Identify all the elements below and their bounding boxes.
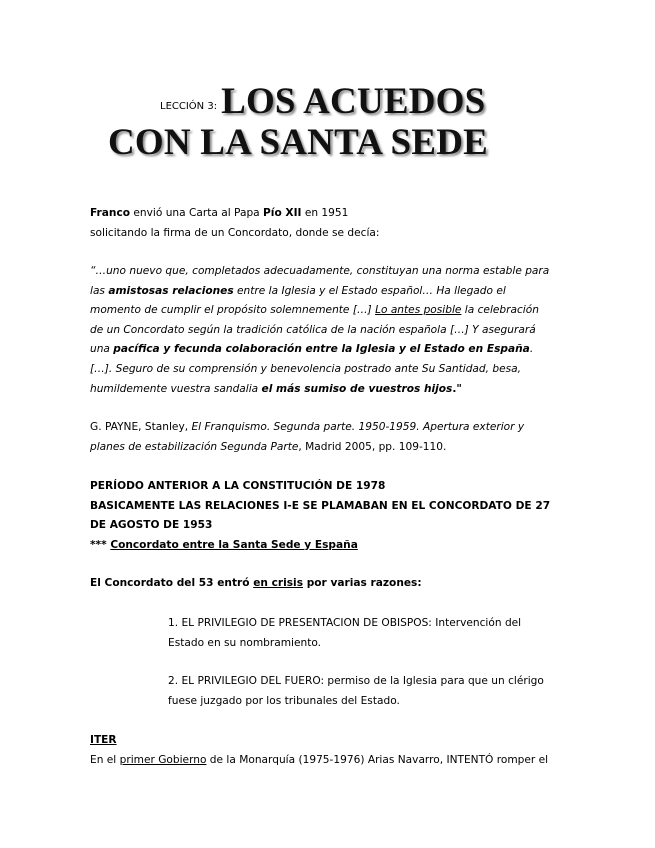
- pope-name: Pío XII: [263, 207, 302, 219]
- citation-title-2: planes de estabilización Segunda Parte: [90, 440, 299, 453]
- concordato-link-line: *** Concordato entre la Santa Sede y España: [90, 538, 358, 551]
- iter-section: ITER En el primer Gobierno de la Monarquía (1975-1976) Arias Navarro, INTENTÓ romper el: [90, 731, 570, 770]
- lesson-label: LECCIÓN 3:: [160, 101, 218, 112]
- concordato-link[interactable]: Concordato entre la Santa Sede y España: [110, 538, 358, 551]
- section-subheading: BASICAMENTE LAS RELACIONES I-E SE PLAMABAN EN EL CONCORDATO DE 27: [90, 499, 551, 512]
- quote-line: […]. Seguro de su comprensión y benevolencia postrado ante Su Santidad, besa,: [90, 362, 521, 375]
- intro-text: envió una Carta al Papa: [130, 207, 264, 219]
- quote-line: “…uno nuevo que, completados adecuadamente, constituyan una norma estable para: [90, 265, 550, 277]
- quote-line: las amistosas relaciones entre la Iglesia y el Estado español… Ha llegado el: [90, 284, 506, 297]
- title-text-1: LOS ACUEDOS: [221, 81, 486, 122]
- citation: [90, 418, 570, 457]
- intro-year: en 1951: [301, 207, 349, 219]
- quote-line: momento de cumplir el propósito solemnemente […] Lo antes posible la celebración: [90, 304, 539, 317]
- title-line-2: [108, 121, 488, 164]
- crisis-line: El Concordato del 53 entró en crisis por varias razones:: [90, 577, 422, 589]
- quote-line: de un Concordato según la tradición católica de la nación española […] Y asegurará: [90, 323, 536, 336]
- quote-line: humildemente vuestra sandalia el más sumiso de vuestros hijos.": [90, 382, 462, 395]
- title-text-2: CON LA SANTA SEDE: [108, 122, 489, 163]
- quote-line: una pacífica y fecunda colaboración entre la Iglesia y el Estado en España.: [90, 343, 534, 356]
- intro-paragraph: [90, 204, 570, 243]
- section-heading-block: [90, 477, 570, 555]
- quote-paragraph: [90, 262, 570, 399]
- franco-name: Franco: [90, 207, 131, 219]
- section-heading: PERÍODO ANTERIOR A LA CONSTITUCIÓN DE 1978: [90, 480, 386, 492]
- section-subheading: DE AGOSTO DE 1953: [90, 519, 213, 532]
- crisis-underlined: en crisis: [253, 577, 303, 589]
- intro-line-2: solicitando la firma de un Concordato, donde se decía:: [90, 226, 380, 239]
- title-line-1: [160, 80, 485, 123]
- primer-gobierno: primer Gobierno: [119, 753, 207, 766]
- iter-heading: ITER: [90, 734, 117, 746]
- list-item: 2. EL PRIVILEGIO DEL FUERO: permiso de la Iglesia para que un clérigo fuese juzgado por los tribunales del Estado.: [168, 675, 544, 707]
- citation-author: G. PAYNE, Stanley,: [90, 421, 192, 433]
- citation-title: El Franquismo. Segunda parte. 1950-1959. Apertura exterior y: [191, 421, 525, 433]
- list-item: 1. EL PRIVILEGIO DE PRESENTACION DE OBISPOS: Intervención del Estado en su nombramiento.: [168, 617, 522, 649]
- citation-publication: , Madrid 2005, pp. 109-110.: [298, 440, 447, 453]
